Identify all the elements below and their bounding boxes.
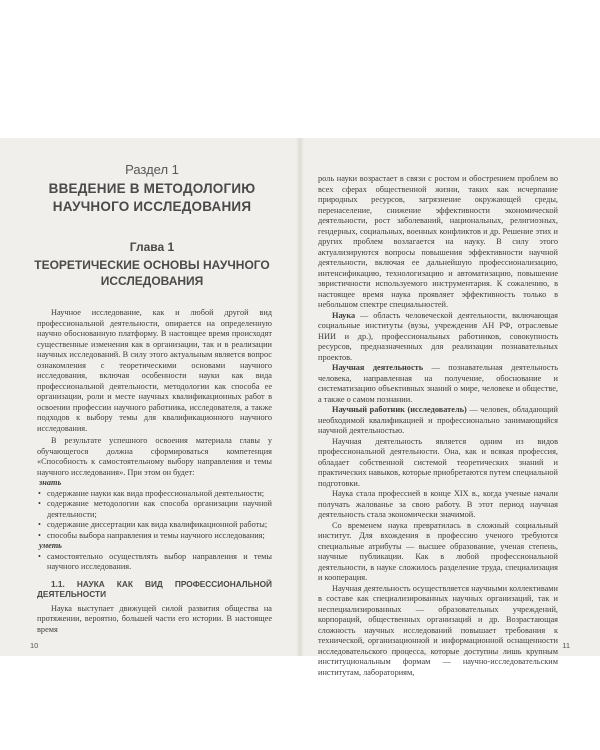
list-item: • содержание диссертации как вида квалификационной работы; (37, 520, 272, 531)
intro-paragraph: Научное исследование, как и любой другой вид профессиональной деятельности, опирается на определенную научно обоснованную платформу. В настоящее время происходят существенные изменения как в организации, так и в реализации научных исследований. В силу этого актуальным является вопрос ознакомления с теоретическими основами научного исследования, включая особенности науки как вида профессиональной деятельности, методологии как способа ее организации, роли и месте научных квалификационных работ в освоении профессии научного работника, исследователя, а также подходов к выбору темы для квалификационного научного исследования. (37, 308, 272, 433)
book-spread (0, 138, 600, 677)
page-number-left: 10 (30, 641, 39, 650)
definition-researcher (318, 405, 558, 437)
paragraph: Со временем наука превратилась в сложный социальный институт. Для вхождения в профессию ученого требуются специальные атрибуты — высшее образование, ученая степень, научные публикации. Как в любой профессиональной деятельности, в науке сложилось разделение труда, специализация и кооперация. (318, 520, 558, 582)
left-body-text (37, 308, 272, 635)
page-number-right: 11 (562, 641, 570, 650)
term-scientific-activity: Научная деятельность (332, 363, 424, 372)
paragraph: Наука стала профессией в конце XIX в., когда ученые начали получать жалованье за свою работу. В этот период научная деятельность стала экономически значимой. (318, 489, 558, 519)
definition-text: — человек, обладающий необходимой квалификацией и профессионально занимающийся научной деятельностью. (318, 405, 558, 435)
competency-list (37, 478, 272, 573)
paragraph: Научная деятельность осуществляется научными коллективами в составе как специализированных научных организаций, так и неспециализированных — образовательных учреждений, корпораций, общественных организаций и др. Возрастающая сложность научных исследований повышает требования к технической, организационной и информационной оснащенности исследовательского процесса, которые доступны лишь крупным институциональным формам — научно-исследовательским институтам, лабораториям, (318, 583, 558, 677)
can-label: уметь (39, 541, 62, 550)
chapter-title: ТЕОРЕТИЧЕСКИЕ ОСНОВЫ НАУЧНОГО ИССЛЕДОВАНИЯ (34, 258, 270, 288)
know-label: знать (39, 478, 62, 487)
section-title: ВВЕДЕНИЕ В МЕТОДОЛОГИЮ НАУЧНОГО ИССЛЕДОВАНИЯ (48, 181, 256, 214)
list-item: • содержание науки как вида профессиональной деятельности; (37, 489, 272, 500)
right-page (303, 138, 600, 677)
paragraph: роль науки возрастает в связи с ростом и обострением проблем во всех сферах общественной жизни, таких как исчерпание природных ресурсов, загрязнение окружающей среды, перенаселение, снижение эффективности экономической деятельности, рост заболеваний, национальных, религиозных, гендерных, социальных, военных конфликтов и др. Решение этих и других проблем возлагается на науку. В силу этого актуализируются вопросы повышения эффективности научной деятельности, включая ее дальнейшую профессионализацию, интенсификацию, технологизацию и автоматизацию, повышение эвристичности используемого инструментария. К сожалению, в настоящее время наука проявляет эффективность только в небольшом спектре специальностей. (318, 174, 558, 309)
subsection-heading: 1.1. НАУКА КАК ВИД ПРОФЕССИОНАЛЬНОЙ ДЕЯТЕЛЬНОСТИ (37, 578, 272, 599)
list-item: • самостоятельно осуществлять выбор направления и темы научного исследования. (37, 552, 272, 573)
subsection-paragraph: Наука выступает движущей силой развития общества на протяжении, вероятно, большей части его истории. В настоящее время (37, 603, 272, 634)
definition-scientific-activity (318, 363, 558, 405)
paragraph: Научная деятельность является одним из видов профессиональной деятельности. Она, как и всякая профессия, обладает собственной системой теоретических знаний и практических навыков, которые приобретаются путем специальной подготовки. (318, 436, 558, 488)
list-item: • содержание методологии как способа организации научной деятельности; (37, 499, 272, 520)
outcome-paragraph: В результате успешного освоения материала главы у обучающегося должна сформироваться компетенция «Способность к самостоятельному выбору направления и темы научного исследования». При этом он будет: (37, 436, 272, 477)
term-researcher: Научный работник (исследователь) (332, 405, 467, 414)
term-science: Наука (332, 310, 356, 320)
left-page (0, 138, 297, 656)
right-body-text (318, 174, 558, 678)
list-item: • способы выбора направления и темы научного исследования; (37, 531, 272, 542)
definition-science (318, 311, 558, 364)
definition-text: — область человеческой деятельности, включающая социальные институты (вузы, учреждения АН РФ, отраслевые НИИ и др.), профессиональных работников, совокупность ресурсов, предназначенных для реализации познавательных проектов. (318, 310, 558, 362)
definition-text: — познавательная деятельность человека, направленная на получение, обоснование и систематизацию объективных знаний о мире, человеке и обществе, а также о самом познании. (318, 363, 558, 404)
chapter-label: Глава 1 (129, 240, 175, 254)
section-label: Раздел 1 (125, 162, 179, 177)
